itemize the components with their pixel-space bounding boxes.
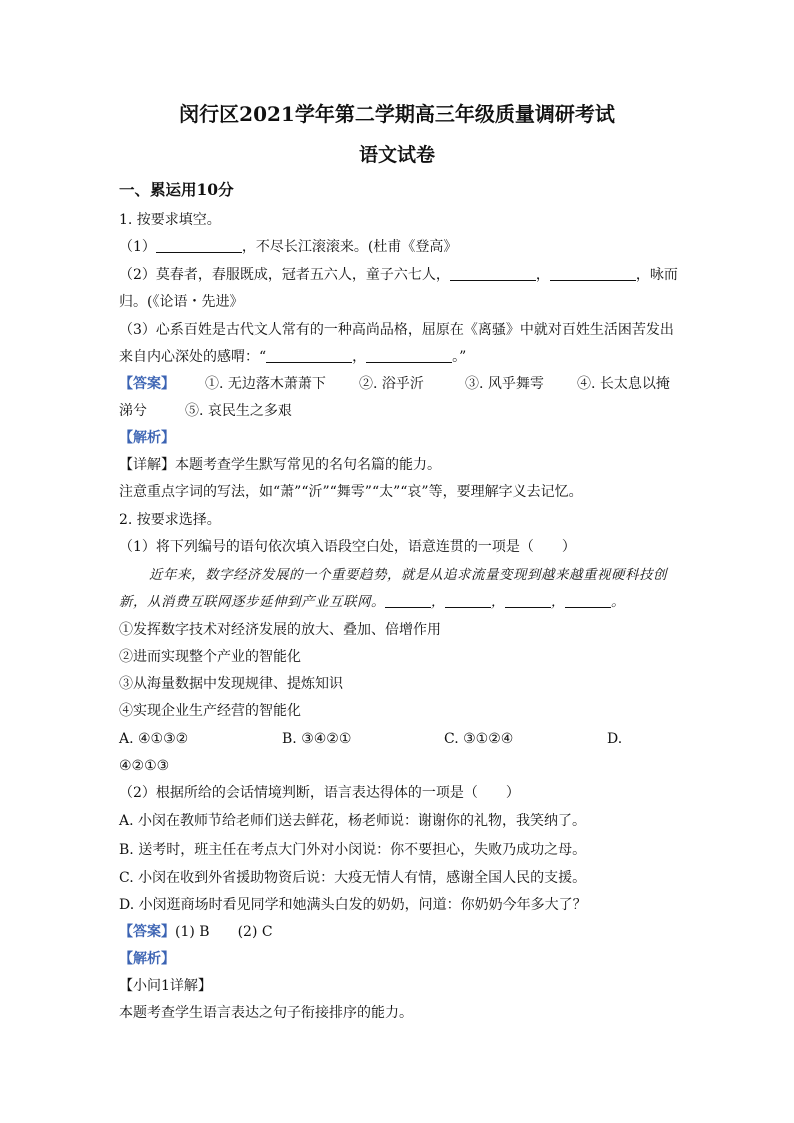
section-heading: 一、累运用10分 bbox=[119, 180, 234, 199]
q1-part2-cont: 归。(《论语・先进》 bbox=[119, 294, 244, 310]
q1-part3-text: 来自内心深处的感喟：“ bbox=[119, 349, 267, 365]
detail-tag: 【详解】 bbox=[119, 457, 175, 473]
option-c: C. ③①②④ bbox=[444, 731, 514, 747]
small-question-text: 本题考查学生语言表达之句子衔接排序的能力。 bbox=[119, 1005, 413, 1021]
answer-item-cont: 涕兮 bbox=[119, 403, 147, 419]
answer-blank bbox=[366, 348, 452, 363]
passage-sep: ， bbox=[431, 594, 445, 610]
answer-blank bbox=[550, 266, 636, 281]
q1-part2-text: （2）莫春者，春服既成，冠者五六人，童子六七人， bbox=[119, 267, 450, 283]
answer-blank bbox=[565, 593, 611, 608]
option-b: B. ③④②① bbox=[282, 731, 352, 747]
q1-part2 bbox=[119, 265, 678, 285]
q2-sub1: （1）将下列编号的语句依次填入语段空白处，语意连贯的一项是（ ） bbox=[119, 539, 576, 555]
answer-item: ③. 风乎舞雩 bbox=[465, 376, 544, 392]
option-d-cont: ④②①③ bbox=[119, 758, 170, 774]
list-item: ④实现企业生产经营的智能化 bbox=[119, 703, 301, 719]
passage-text: 新，从消费互联网逐步延伸到产业互联网。 bbox=[119, 594, 385, 610]
passage-line-1: 近年来，数字经济发展的一个重要趋势，就是从追求流量变现到越来越重视硬科技创 bbox=[149, 567, 667, 583]
passage-line-2 bbox=[119, 592, 625, 612]
answer-item: ②. 浴乎沂 bbox=[359, 376, 424, 392]
q1-note: 注意重点字词的写法，如“萧”“沂”“舞雩”“太”“哀”等，要理解字义去记忆。 bbox=[119, 484, 583, 500]
q1-part3-end: 。” bbox=[452, 349, 467, 365]
option-d: D. bbox=[607, 731, 623, 747]
exam-subtitle: 语文试卷 bbox=[358, 144, 435, 166]
analysis-tag: 【解析】 bbox=[119, 430, 175, 446]
detail-text: 本题考查学生默写常见的名句名篇的能力。 bbox=[175, 457, 441, 473]
choice-d: D. 小闵逛商场时看见同学和她满头白发的奶奶，问道：你奶奶今年多大了？ bbox=[119, 897, 587, 913]
answer-blank bbox=[445, 593, 491, 608]
answer-blank bbox=[266, 348, 352, 363]
answer-blank bbox=[450, 266, 536, 281]
q1-part3-cont bbox=[119, 347, 466, 367]
analysis-tag: 【解析】 bbox=[119, 951, 175, 967]
answer-tag: 【答案】 bbox=[119, 924, 175, 940]
list-item: ②进而实现整个产业的智能化 bbox=[119, 649, 301, 665]
q1-part3-sep: ， bbox=[352, 349, 367, 365]
list-item: ③从海量数据中发现规律、提炼知识 bbox=[119, 676, 343, 692]
answer-item: ④. 长太息以掩 bbox=[577, 376, 670, 392]
exam-title: 闵行区2021学年第二学期高三年级质量调研考试 bbox=[179, 102, 615, 126]
q2-answer-line bbox=[119, 922, 273, 942]
passage-end: 。 bbox=[611, 594, 625, 610]
q1-part1 bbox=[119, 237, 457, 257]
list-item: ①发挥数字技术对经济发展的放大、叠加、倍增作用 bbox=[119, 622, 441, 638]
answer-item: ①. 无边落木萧萧下 bbox=[205, 376, 326, 392]
answer-blank bbox=[385, 593, 431, 608]
passage-sep: ， bbox=[491, 594, 505, 610]
q1-stem: 1. 按要求填空。 bbox=[119, 212, 221, 228]
choice-a: A. 小闵在教师节给老师们送去鲜花，杨老师说：谢谢你的礼物，我笑纳了。 bbox=[119, 813, 587, 829]
q1-part3: （3）心系百姓是古代文人常有的一种高尚品格，屈原在《离骚》中就对百姓生活困苦发出 bbox=[119, 322, 674, 338]
passage-sep: ， bbox=[551, 594, 565, 610]
q1-part1-text: ，不尽长江滚滚来。(杜甫《登高》 bbox=[241, 239, 458, 255]
answer-blank bbox=[505, 593, 551, 608]
answer-tag: 【答案】 bbox=[119, 376, 175, 392]
q1-part2-tail: ，咏而 bbox=[635, 267, 678, 283]
option-a: A. ④①③② bbox=[119, 731, 189, 747]
q1-part2-sep: ， bbox=[535, 267, 550, 283]
q2-stem: 2. 按要求选择。 bbox=[119, 512, 221, 528]
small-question-tag: 【小问1详解】 bbox=[119, 978, 212, 994]
answer-blank bbox=[156, 238, 242, 253]
answer-item: ⑤. 哀民生之多艰 bbox=[185, 403, 292, 419]
q2-sub2: （2）根据所给的会话情境判断，语言表达得体的一项是（ ） bbox=[119, 785, 520, 801]
choice-c: C. 小闵在收到外省援助物资后说：大疫无情人有情，感谢全国人民的支援。 bbox=[119, 870, 587, 886]
q1-part1-label: （1） bbox=[119, 239, 156, 255]
detail-line bbox=[119, 455, 441, 475]
q2-answer: (1) B (2) C bbox=[175, 924, 273, 940]
choice-b: B. 送考时，班主任在考点大门外对小闵说：你不要担心，失败乃成功之母。 bbox=[119, 842, 587, 858]
